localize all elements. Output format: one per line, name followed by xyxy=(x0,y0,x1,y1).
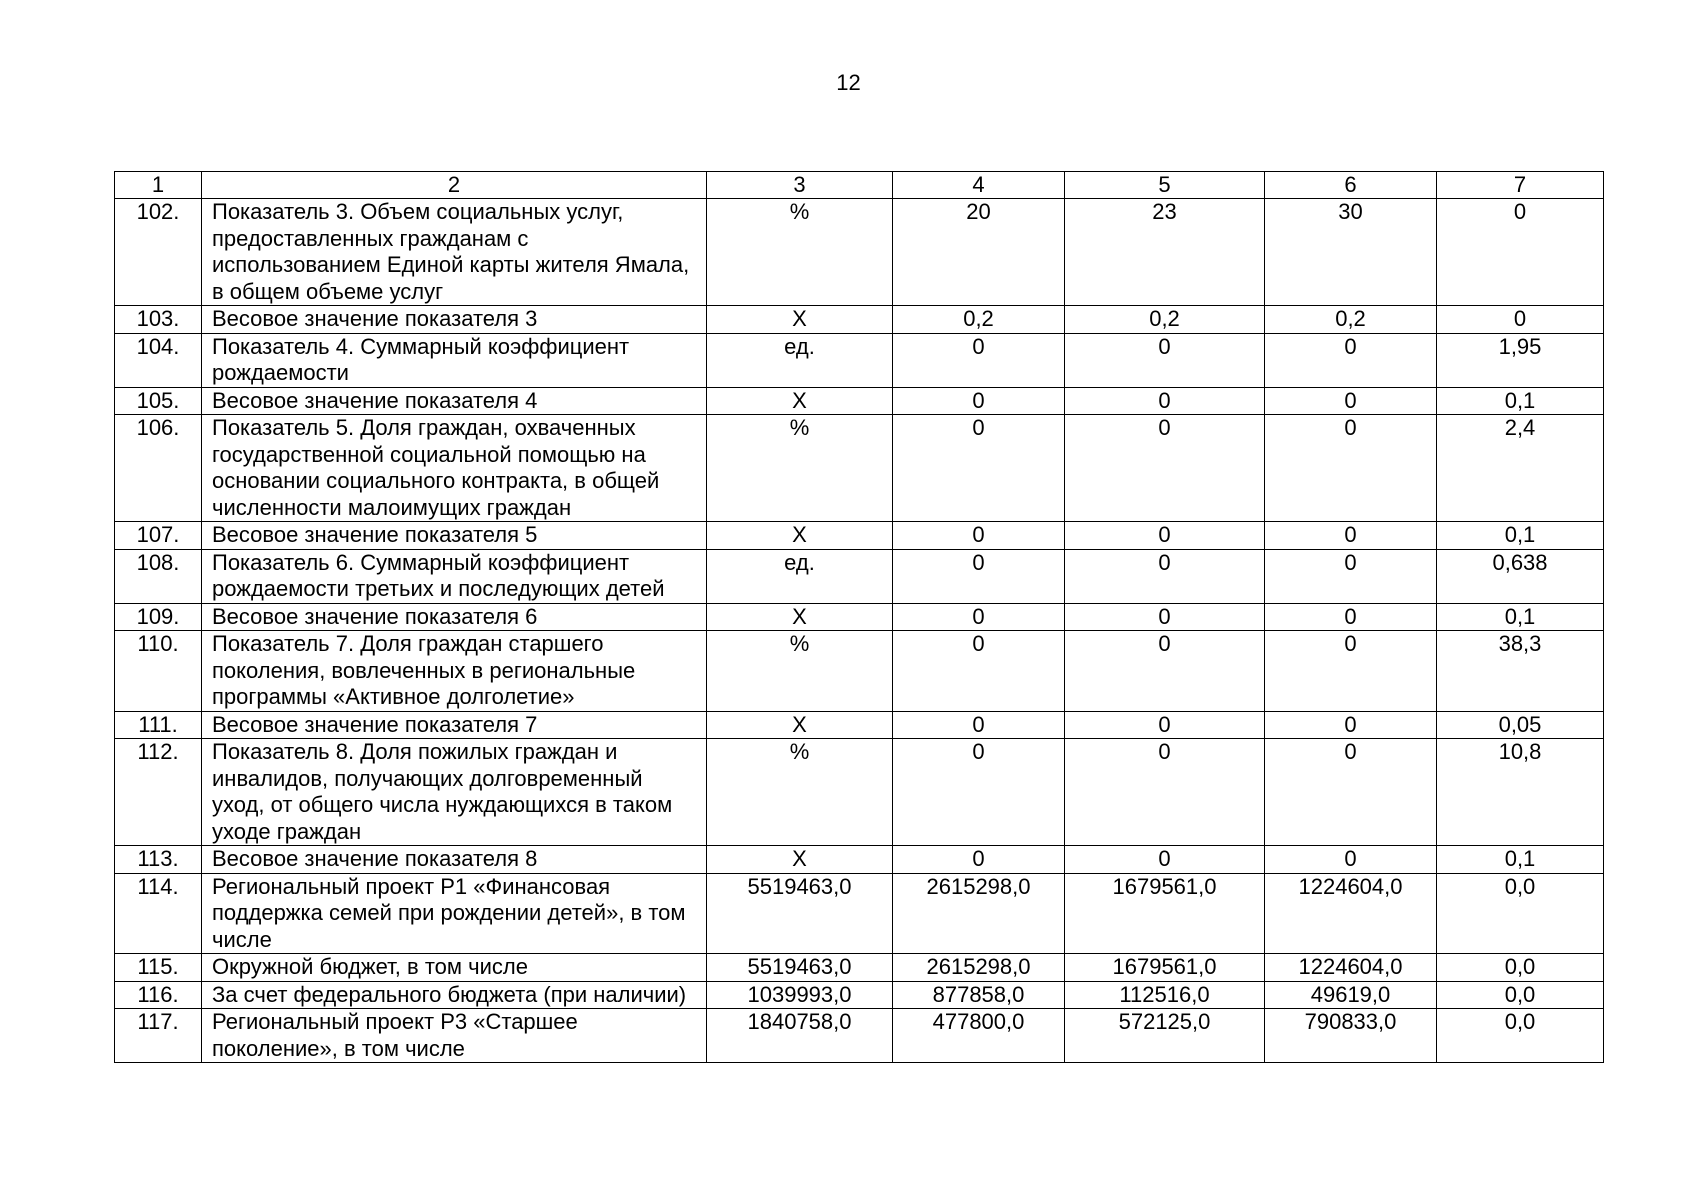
row-number-cell: 106. xyxy=(115,415,202,522)
row-number-cell: 116. xyxy=(115,981,202,1009)
row-number-cell: 117. xyxy=(115,1009,202,1063)
value-cell-col4: 877858,0 xyxy=(893,981,1065,1009)
indicator-name-cell: Весовое значение показателя 3 xyxy=(202,306,707,334)
value-cell-col7: 0,1 xyxy=(1437,387,1604,415)
value-cell-col4: 477800,0 xyxy=(893,1009,1065,1063)
unit-or-value-cell: Х xyxy=(707,846,893,874)
row-number-cell: 107. xyxy=(115,522,202,550)
header-cell-4: 4 xyxy=(893,172,1065,199)
value-cell-col7: 38,3 xyxy=(1437,631,1604,712)
row-number-cell: 114. xyxy=(115,873,202,954)
value-cell-col4: 0 xyxy=(893,711,1065,739)
unit-or-value-cell: Х xyxy=(707,603,893,631)
value-cell-col7: 10,8 xyxy=(1437,739,1604,846)
value-cell-col4: 0 xyxy=(893,387,1065,415)
value-cell-col6: 0 xyxy=(1265,846,1437,874)
row-number-cell: 109. xyxy=(115,603,202,631)
header-cell-1: 1 xyxy=(115,172,202,199)
table-row xyxy=(115,549,1604,603)
unit-or-value-cell: % xyxy=(707,415,893,522)
header-cell-5: 5 xyxy=(1065,172,1265,199)
value-cell-col6: 0,2 xyxy=(1265,306,1437,334)
table-row xyxy=(115,981,1604,1009)
indicator-name-cell: За счет федерального бюджета (при наличии) xyxy=(202,981,707,1009)
table-row xyxy=(115,1009,1604,1063)
table-row xyxy=(115,954,1604,982)
indicator-name-cell: Показатель 6. Суммарный коэффициент рождаемости третьих и последующих детей xyxy=(202,549,707,603)
value-cell-col6: 1224604,0 xyxy=(1265,954,1437,982)
row-number-cell: 115. xyxy=(115,954,202,982)
row-number-cell: 108. xyxy=(115,549,202,603)
value-cell-col5: 0 xyxy=(1065,387,1265,415)
value-cell-col5: 1679561,0 xyxy=(1065,873,1265,954)
table-header-row xyxy=(115,172,1604,199)
value-cell-col5: 0 xyxy=(1065,603,1265,631)
row-number-cell: 110. xyxy=(115,631,202,712)
table-row xyxy=(115,199,1604,306)
page-number: 12 xyxy=(836,70,861,95)
unit-or-value-cell: ед. xyxy=(707,333,893,387)
value-cell-col5: 0 xyxy=(1065,739,1265,846)
value-cell-col6: 0 xyxy=(1265,739,1437,846)
indicator-name-cell: Весовое значение показателя 4 xyxy=(202,387,707,415)
value-cell-col4: 0,2 xyxy=(893,306,1065,334)
value-cell-col4: 0 xyxy=(893,846,1065,874)
header-cell-7: 7 xyxy=(1437,172,1604,199)
value-cell-col7: 0 xyxy=(1437,199,1604,306)
unit-or-value-cell: 1840758,0 xyxy=(707,1009,893,1063)
row-number-cell: 104. xyxy=(115,333,202,387)
value-cell-col7: 0,05 xyxy=(1437,711,1604,739)
value-cell-col5: 0 xyxy=(1065,522,1265,550)
value-cell-col7: 0,638 xyxy=(1437,549,1604,603)
row-number-cell: 113. xyxy=(115,846,202,874)
value-cell-col7: 0,1 xyxy=(1437,603,1604,631)
value-cell-col6: 0 xyxy=(1265,415,1437,522)
data-table xyxy=(114,171,1604,1063)
unit-or-value-cell: 1039993,0 xyxy=(707,981,893,1009)
unit-or-value-cell: 5519463,0 xyxy=(707,873,893,954)
value-cell-col7: 0,1 xyxy=(1437,522,1604,550)
value-cell-col7: 0,0 xyxy=(1437,954,1604,982)
value-cell-col7: 1,95 xyxy=(1437,333,1604,387)
value-cell-col7: 2,4 xyxy=(1437,415,1604,522)
value-cell-col7: 0,0 xyxy=(1437,981,1604,1009)
value-cell-col5: 0 xyxy=(1065,711,1265,739)
indicator-name-cell: Показатель 8. Доля пожилых граждан и инвалидов, получающих долговременный уход, от общего числа нуждающихся в таком уходе граждан xyxy=(202,739,707,846)
value-cell-col5: 0 xyxy=(1065,415,1265,522)
value-cell-col4: 0 xyxy=(893,631,1065,712)
header-cell-3: 3 xyxy=(707,172,893,199)
table-row xyxy=(115,306,1604,334)
value-cell-col6: 790833,0 xyxy=(1265,1009,1437,1063)
value-cell-col5: 1679561,0 xyxy=(1065,954,1265,982)
unit-or-value-cell: Х xyxy=(707,387,893,415)
value-cell-col7: 0,0 xyxy=(1437,873,1604,954)
unit-or-value-cell: % xyxy=(707,631,893,712)
value-cell-col6: 0 xyxy=(1265,631,1437,712)
table-row xyxy=(115,873,1604,954)
value-cell-col5: 0 xyxy=(1065,631,1265,712)
table-row xyxy=(115,846,1604,874)
value-cell-col5: 0,2 xyxy=(1065,306,1265,334)
value-cell-col5: 0 xyxy=(1065,333,1265,387)
indicator-name-cell: Весовое значение показателя 8 xyxy=(202,846,707,874)
indicator-name-cell: Окружной бюджет, в том числе xyxy=(202,954,707,982)
unit-or-value-cell: % xyxy=(707,739,893,846)
table-row xyxy=(115,603,1604,631)
value-cell-col4: 0 xyxy=(893,333,1065,387)
unit-or-value-cell: Х xyxy=(707,306,893,334)
indicator-name-cell: Весовое значение показателя 5 xyxy=(202,522,707,550)
indicator-name-cell: Показатель 3. Объем социальных услуг, предоставленных гражданам с использованием Единой карты жителя Ямала, в общем объеме услуг xyxy=(202,199,707,306)
value-cell-col5: 572125,0 xyxy=(1065,1009,1265,1063)
table-row xyxy=(115,522,1604,550)
row-number-cell: 112. xyxy=(115,739,202,846)
value-cell-col4: 0 xyxy=(893,603,1065,631)
unit-or-value-cell: ед. xyxy=(707,549,893,603)
value-cell-col4: 2615298,0 xyxy=(893,954,1065,982)
value-cell-col4: 0 xyxy=(893,549,1065,603)
value-cell-col6: 0 xyxy=(1265,333,1437,387)
value-cell-col5: 0 xyxy=(1065,549,1265,603)
value-cell-col6: 1224604,0 xyxy=(1265,873,1437,954)
value-cell-col6: 0 xyxy=(1265,711,1437,739)
header-cell-6: 6 xyxy=(1265,172,1437,199)
unit-or-value-cell: Х xyxy=(707,711,893,739)
value-cell-col6: 0 xyxy=(1265,522,1437,550)
value-cell-col6: 30 xyxy=(1265,199,1437,306)
header-cell-2: 2 xyxy=(202,172,707,199)
indicator-name-cell: Региональный проект Р1 «Финансовая поддержка семей при рождении детей», в том числе xyxy=(202,873,707,954)
value-cell-col6: 49619,0 xyxy=(1265,981,1437,1009)
row-number-cell: 105. xyxy=(115,387,202,415)
value-cell-col4: 0 xyxy=(893,739,1065,846)
value-cell-col4: 0 xyxy=(893,522,1065,550)
indicator-name-cell: Показатель 5. Доля граждан, охваченных государственной социальной помощью на основании социального контракта, в общей численности малоимущих граждан xyxy=(202,415,707,522)
unit-or-value-cell: % xyxy=(707,199,893,306)
value-cell-col4: 20 xyxy=(893,199,1065,306)
value-cell-col4: 2615298,0 xyxy=(893,873,1065,954)
value-cell-col4: 0 xyxy=(893,415,1065,522)
unit-or-value-cell: Х xyxy=(707,522,893,550)
table-row xyxy=(115,387,1604,415)
value-cell-col6: 0 xyxy=(1265,603,1437,631)
value-cell-col6: 0 xyxy=(1265,549,1437,603)
row-number-cell: 111. xyxy=(115,711,202,739)
indicator-name-cell: Показатель 7. Доля граждан старшего поколения, вовлеченных в региональные программы «Активное долголетие» xyxy=(202,631,707,712)
unit-or-value-cell: 5519463,0 xyxy=(707,954,893,982)
value-cell-col6: 0 xyxy=(1265,387,1437,415)
table-row xyxy=(115,739,1604,846)
indicator-name-cell: Весовое значение показателя 6 xyxy=(202,603,707,631)
row-number-cell: 102. xyxy=(115,199,202,306)
table-row xyxy=(115,415,1604,522)
value-cell-col7: 0,0 xyxy=(1437,1009,1604,1063)
table-row xyxy=(115,333,1604,387)
value-cell-col5: 23 xyxy=(1065,199,1265,306)
indicator-name-cell: Показатель 4. Суммарный коэффициент рождаемости xyxy=(202,333,707,387)
value-cell-col5: 112516,0 xyxy=(1065,981,1265,1009)
value-cell-col7: 0,1 xyxy=(1437,846,1604,874)
indicator-name-cell: Региональный проект Р3 «Старшее поколение», в том числе xyxy=(202,1009,707,1063)
indicator-name-cell: Весовое значение показателя 7 xyxy=(202,711,707,739)
value-cell-col5: 0 xyxy=(1065,846,1265,874)
value-cell-col7: 0 xyxy=(1437,306,1604,334)
table-row xyxy=(115,711,1604,739)
row-number-cell: 103. xyxy=(115,306,202,334)
table-row xyxy=(115,631,1604,712)
